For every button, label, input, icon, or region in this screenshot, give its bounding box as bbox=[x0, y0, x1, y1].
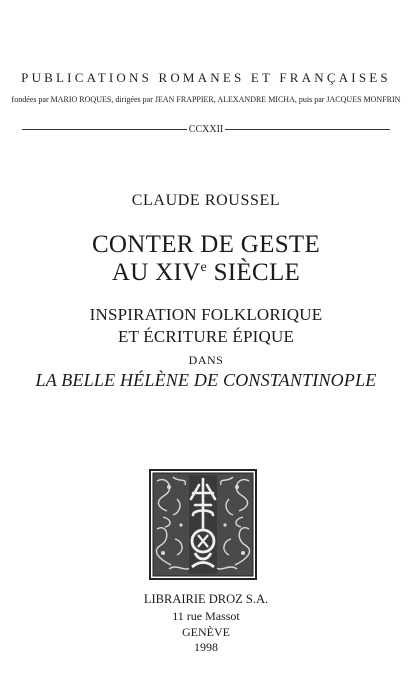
publication-year: 1998 bbox=[194, 640, 218, 654]
title-line-1: CONTER DE GESTE bbox=[91, 231, 321, 258]
title-line-2-suffix: SIÈCLE bbox=[207, 259, 301, 286]
series-founders: fondées par MARIO ROQUES, dirigées par JEAN FRAPPIER, ALEXANDRE MICHA, puis par JACQUES MONFRIN bbox=[11, 95, 401, 104]
subtitle-line-2: ET ÉCRITURE ÉPIQUE bbox=[117, 327, 295, 346]
title-century-superscript: e bbox=[200, 260, 208, 275]
rule-left bbox=[22, 129, 187, 130]
volume-number: CCXXII bbox=[188, 123, 224, 135]
publisher-street: 11 rue Massot bbox=[172, 609, 240, 623]
rule-right bbox=[225, 129, 390, 130]
subtitle-line-1: INSPIRATION FOLKLORIQUE bbox=[89, 305, 323, 324]
publisher-city: GENÈVE bbox=[182, 625, 230, 639]
series-title: PUBLICATIONS ROMANES ET FRANÇAISES bbox=[21, 70, 391, 85]
work-title: LA BELLE HÉLÈNE DE CONSTANTINOPLE bbox=[35, 370, 377, 390]
publisher-emblem-icon bbox=[149, 469, 257, 580]
title-line-2 bbox=[0, 259, 412, 287]
author-name: CLAUDE ROUSSEL bbox=[131, 192, 281, 209]
publisher-name: LIBRAIRIE DROZ S.A. bbox=[143, 592, 269, 606]
title-line-2-prefix: AU XIV bbox=[111, 259, 201, 286]
volume-rule bbox=[22, 122, 390, 136]
subtitle-connector: DANS bbox=[188, 353, 224, 367]
